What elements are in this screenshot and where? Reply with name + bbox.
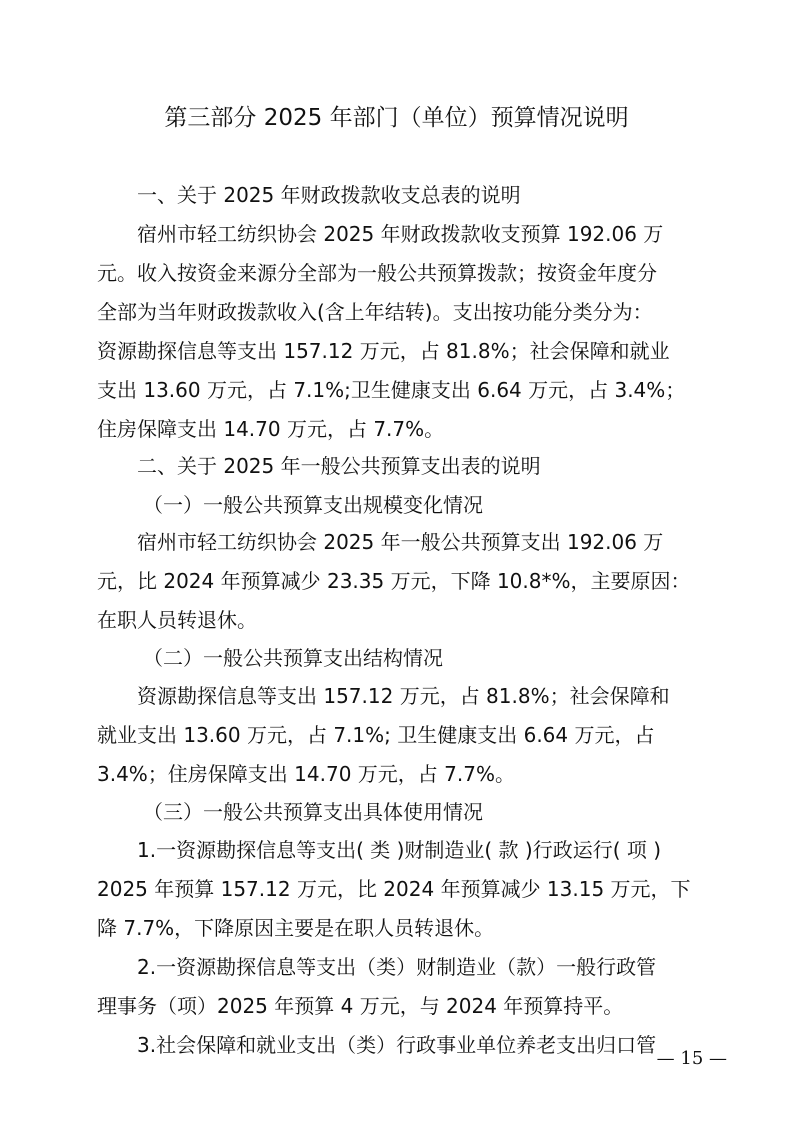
section-heading-1: 一、关于 2025 年财政拨款收支总表的说明: [137, 183, 521, 207]
paragraph-line: 支出 13.60 万元，占 7.1%;卫生健康支出 6.64 万元，占 3.4%；: [97, 378, 686, 402]
page-number: — 15 —: [656, 1048, 727, 1069]
subsection-heading-3: （三）一般公共预算支出具体使用情况: [143, 800, 483, 824]
paragraph-line: 就业支出 13.60 万元，占 7.1%; 卫生健康支出 6.64 万元，占: [97, 723, 655, 747]
paragraph-line: 1.一资源勘探信息等支出( 类 )财制造业( 款 )行政运行( 项 ): [137, 838, 662, 862]
paragraph-line: 2.一资源勘探信息等支出（类）财制造业（款）一般行政管: [137, 955, 657, 979]
subsection-heading-2: （二）一般公共预算支出结构情况: [143, 646, 443, 670]
paragraph-line: 元。收入按资金来源分全部为一般公共预算拨款；按资金年度分: [97, 261, 657, 285]
paragraph-line: 3.4%；住房保障支出 14.70 万元，占 7.7%。: [97, 762, 515, 786]
paragraph-line: 降 7.7%，下降原因主要是在职人员转退休。: [97, 916, 495, 940]
section-heading-2: 二、关于 2025 年一般公共预算支出表的说明: [137, 454, 541, 478]
paragraph-line: 资源勘探信息等支出 157.12 万元，占 81.8%；社会保障和: [137, 684, 670, 708]
paragraph-line: 2025 年预算 157.12 万元，比 2024 年预算减少 13.15 万元，下: [97, 877, 691, 901]
page-title: 第三部分 2025 年部门（单位）预算情况说明: [164, 105, 629, 131]
paragraph-line: 理事务（项）2025 年预算 4 万元，与 2024 年预算持平。: [97, 994, 624, 1018]
paragraph-line: 住房保障支出 14.70 万元，占 7.7%。: [97, 417, 445, 441]
paragraph-line: 宿州市轻工纺织协会 2025 年一般公共预算支出 192.06 万: [137, 530, 664, 554]
paragraph-line: 全部为当年财政拨款收入(含上年结转)。支出按功能分类分为：: [97, 300, 653, 324]
paragraph-line: 在职人员转退休。: [97, 608, 257, 632]
paragraph-line: 3.社会保障和就业支出（类）行政事业单位养老支出归口管: [137, 1033, 657, 1057]
paragraph-line: 资源勘探信息等支出 157.12 万元，占 81.8%；社会保障和就业: [97, 339, 670, 363]
subsection-heading-1: （一）一般公共预算支出规模变化情况: [143, 493, 483, 517]
paragraph-line: 宿州市轻工纺织协会 2025 年财政拨款收支预算 192.06 万: [137, 222, 664, 246]
paragraph-line: 元，比 2024 年预算减少 23.35 万元，下降 10.8*%，主要原因：: [97, 569, 691, 593]
